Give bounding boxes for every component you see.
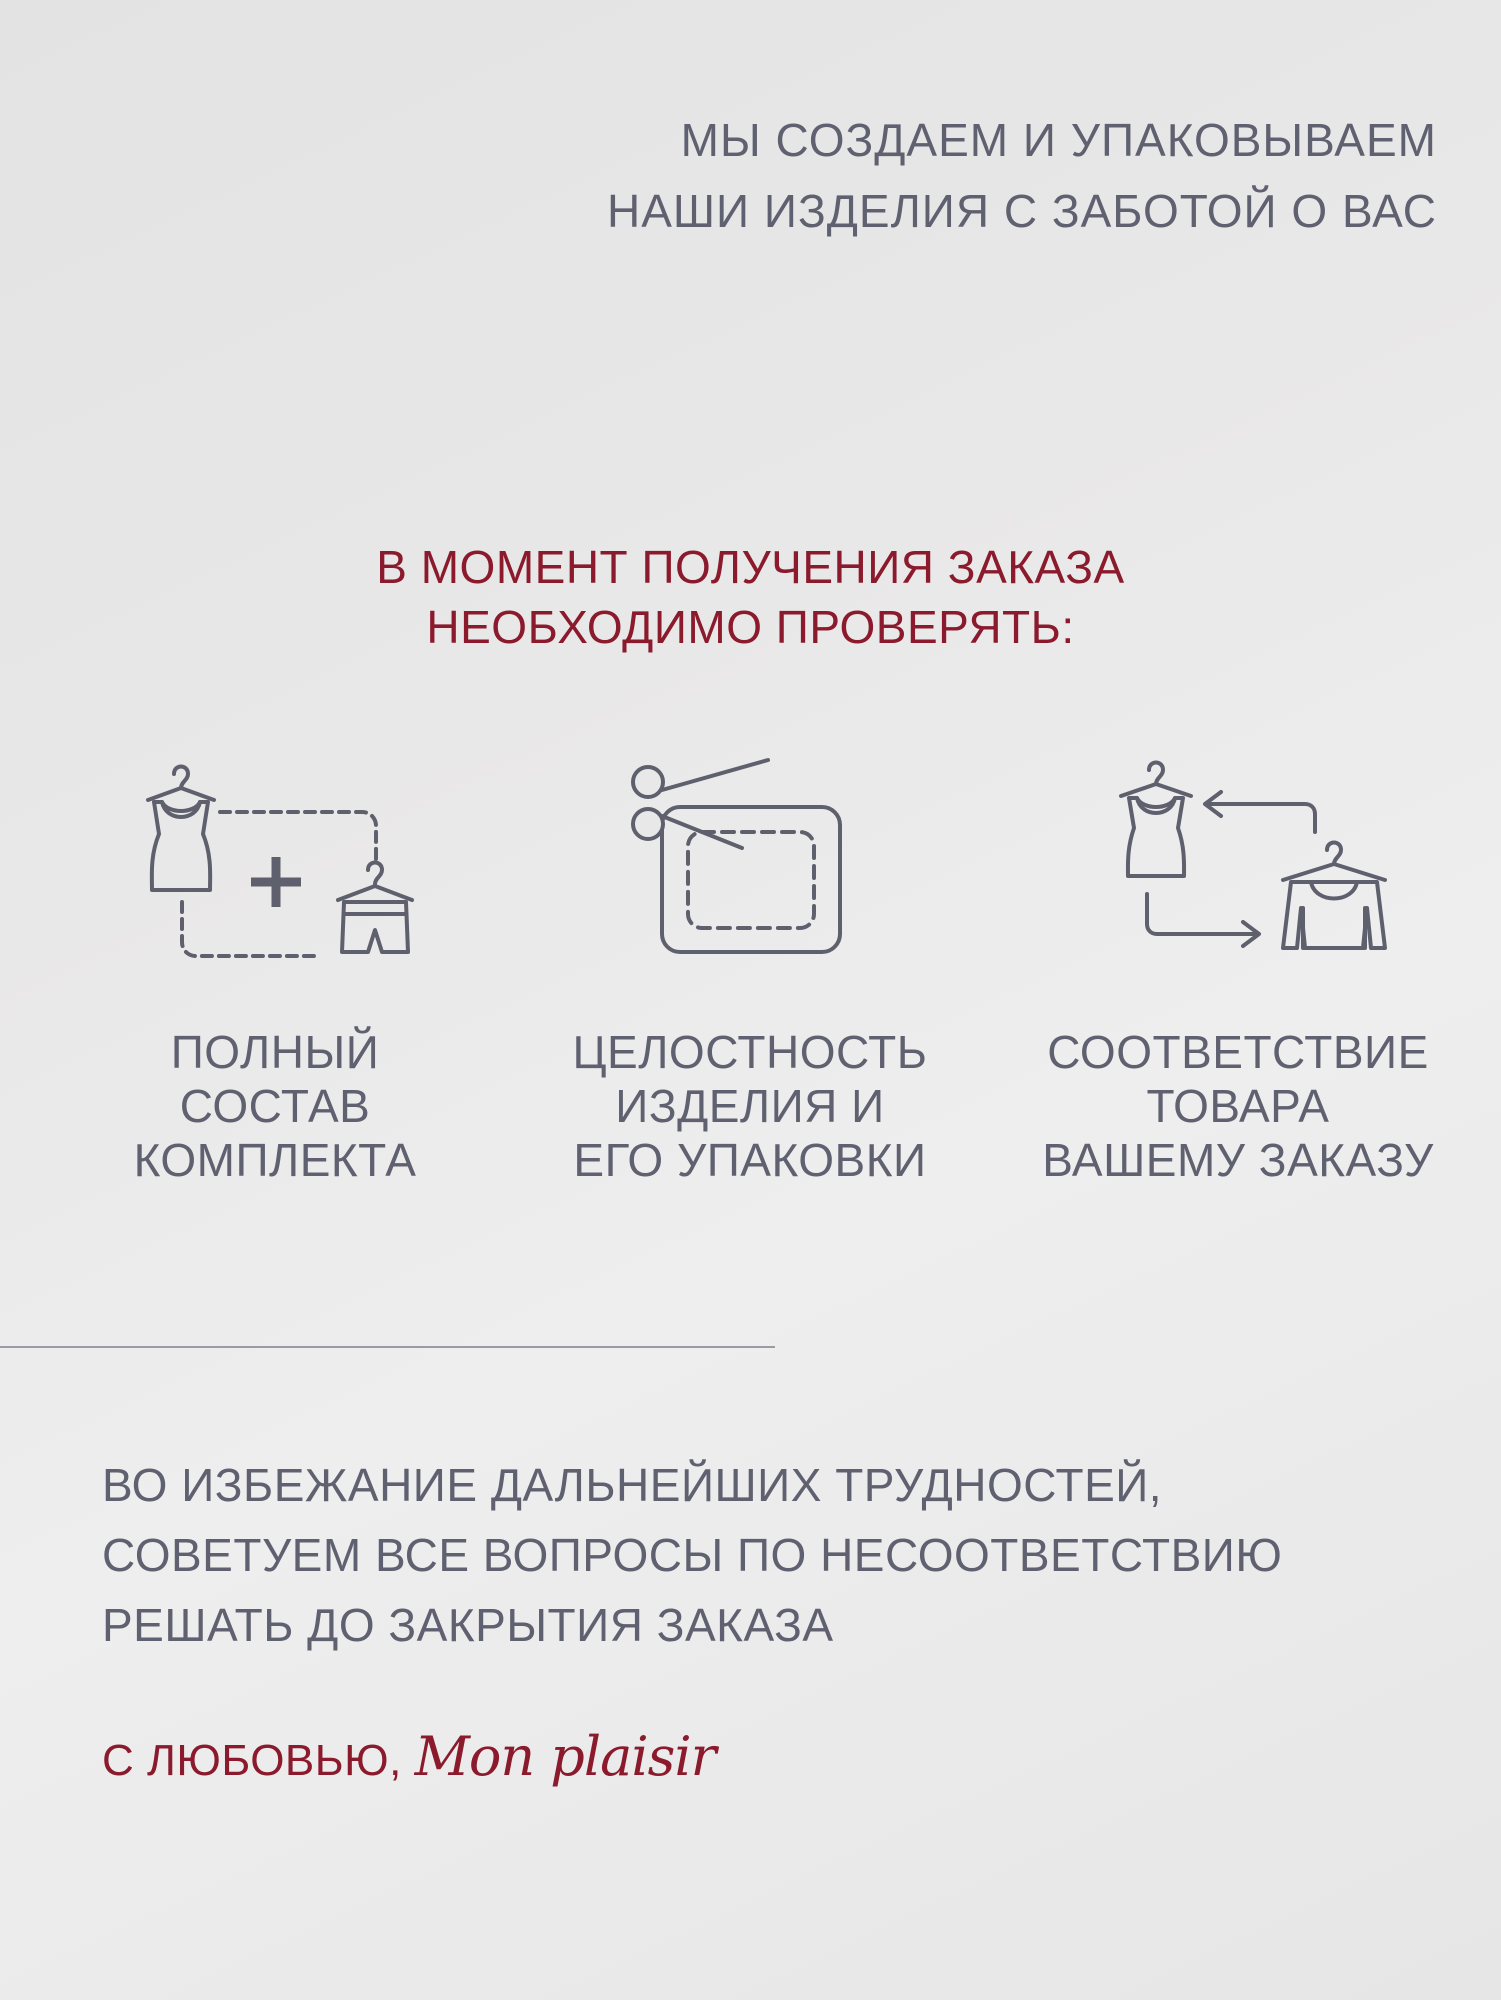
caption-2-line-3: ЕГО УПАКОВКИ xyxy=(573,1134,927,1186)
caption-2-line-1: ЦЕЛОСТНОСТЬ xyxy=(572,1026,928,1078)
divider xyxy=(0,1346,775,1348)
advice-text xyxy=(102,1450,1432,1660)
caption-1-line-2: СОСТАВ xyxy=(179,1080,371,1132)
advice-line-1: ВО ИЗБЕЖАНИЕ ДАЛЬНЕЙШИХ ТРУДНОСТЕЙ, xyxy=(102,1459,1163,1511)
caption-3-line-1: СООТВЕТСТВИЕ xyxy=(1047,1026,1429,1078)
signature xyxy=(102,1725,715,1788)
headline-line-1: В МОМЕНТ ПОЛУЧЕНИЯ ЗАКАЗА xyxy=(376,541,1125,593)
headline xyxy=(0,537,1501,657)
brand-name: Mon plaisir xyxy=(414,1725,716,1788)
caption-3-line-2: ТОВАРА xyxy=(1146,1080,1330,1132)
advice-line-2: СОВЕТУЕМ ВСЕ ВОПРОСЫ ПО НЕСООТВЕТСТВИЮ xyxy=(102,1529,1283,1581)
order-match-icon xyxy=(1105,752,1405,972)
caption-1-line-3: КОМПЛЕКТА xyxy=(133,1134,417,1186)
intro-text xyxy=(337,105,1437,247)
intro-line-1: МЫ СОЗДАЕМ И УПАКОВЫВАЕМ xyxy=(680,114,1437,166)
check-caption-integrity xyxy=(520,1025,980,1187)
set-complete-icon xyxy=(130,752,430,972)
intro-line-2: НАШИ ИЗДЕЛИЯ С ЗАБОТОЙ О ВАС xyxy=(606,185,1437,237)
advice-line-3: РЕШАТЬ ДО ЗАКРЫТИЯ ЗАКАЗА xyxy=(102,1599,834,1651)
caption-3-line-3: ВАШЕМУ ЗАКАЗУ xyxy=(1042,1134,1434,1186)
signature-text: С ЛЮБОВЬЮ, xyxy=(102,1736,415,1785)
check-caption-complete-set xyxy=(45,1025,505,1187)
headline-line-2: НЕОБХОДИМО ПРОВЕРЯТЬ: xyxy=(426,601,1075,653)
check-caption-order-match xyxy=(1008,1025,1468,1187)
scissors-package-icon xyxy=(620,752,920,972)
caption-2-line-2: ИЗДЕЛИЯ И xyxy=(615,1080,885,1132)
caption-1-line-1: ПОЛНЫЙ xyxy=(170,1026,380,1078)
